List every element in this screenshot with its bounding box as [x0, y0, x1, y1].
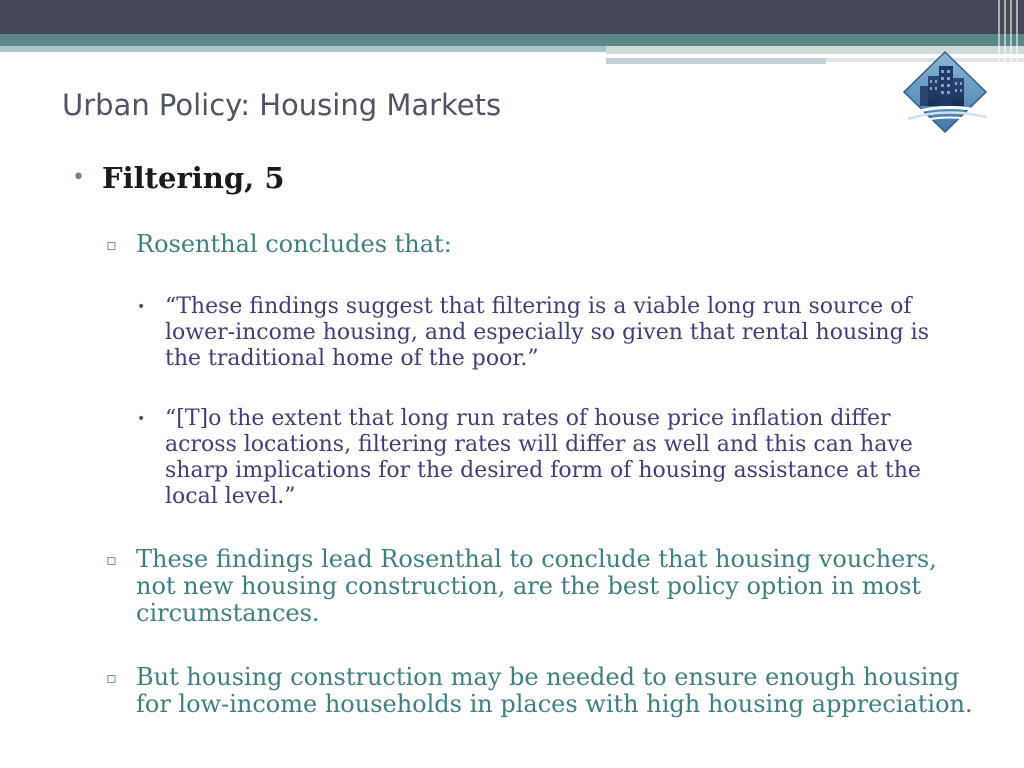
quote-bullet-findings: [137, 294, 965, 372]
bullet-text: Filtering, 5: [102, 161, 285, 195]
bullet-marker: •: [72, 165, 85, 190]
sub-bullet-marker: ▫: [106, 235, 117, 254]
quote-bullet-marker: •: [137, 299, 146, 315]
sub-bullet-construction: [106, 664, 976, 718]
quote-bullet-marker: •: [137, 411, 146, 427]
header-light-band: [0, 46, 606, 52]
sub-bullet-text: But housing construction may be needed to ensure enough housing for low-income households in places with high housing appreciation.: [136, 663, 973, 718]
sub-bullet-text: These findings lead Rosenthal to conclude that housing vouchers, not new housing construction, are the best policy option in most circumstances.: [136, 545, 937, 627]
quote-bullet-inflation: [137, 406, 965, 510]
header-stripes: [994, 0, 1024, 72]
quote-text: “[T]o the extent that long run rates of house price inflation differ across locations, filtering rates will differ as well and this can have sharp implications for the desired form of housing assistance at the local level.”: [165, 406, 921, 509]
sub-bullet-text: Rosenthal concludes that:: [136, 230, 452, 258]
header-right-band-lower: [606, 58, 826, 64]
sub-bullet-rosenthal-concludes: [106, 231, 976, 258]
city-buildings-icon: [900, 48, 990, 138]
sub-bullet-vouchers: [106, 546, 976, 627]
header-bar: [0, 0, 1024, 34]
bullet-filtering: [72, 160, 285, 196]
sub-bullet-marker: ▫: [106, 668, 117, 687]
slide-title: Urban Policy: Housing Markets: [62, 88, 502, 122]
quote-text: “These findings suggest that filtering is a viable long run source of lower-income housing, and especially so given that rental housing is the traditional home of the poor.”: [165, 294, 930, 371]
header-accent-band: [0, 34, 1024, 46]
sub-bullet-marker: ▫: [106, 550, 117, 569]
